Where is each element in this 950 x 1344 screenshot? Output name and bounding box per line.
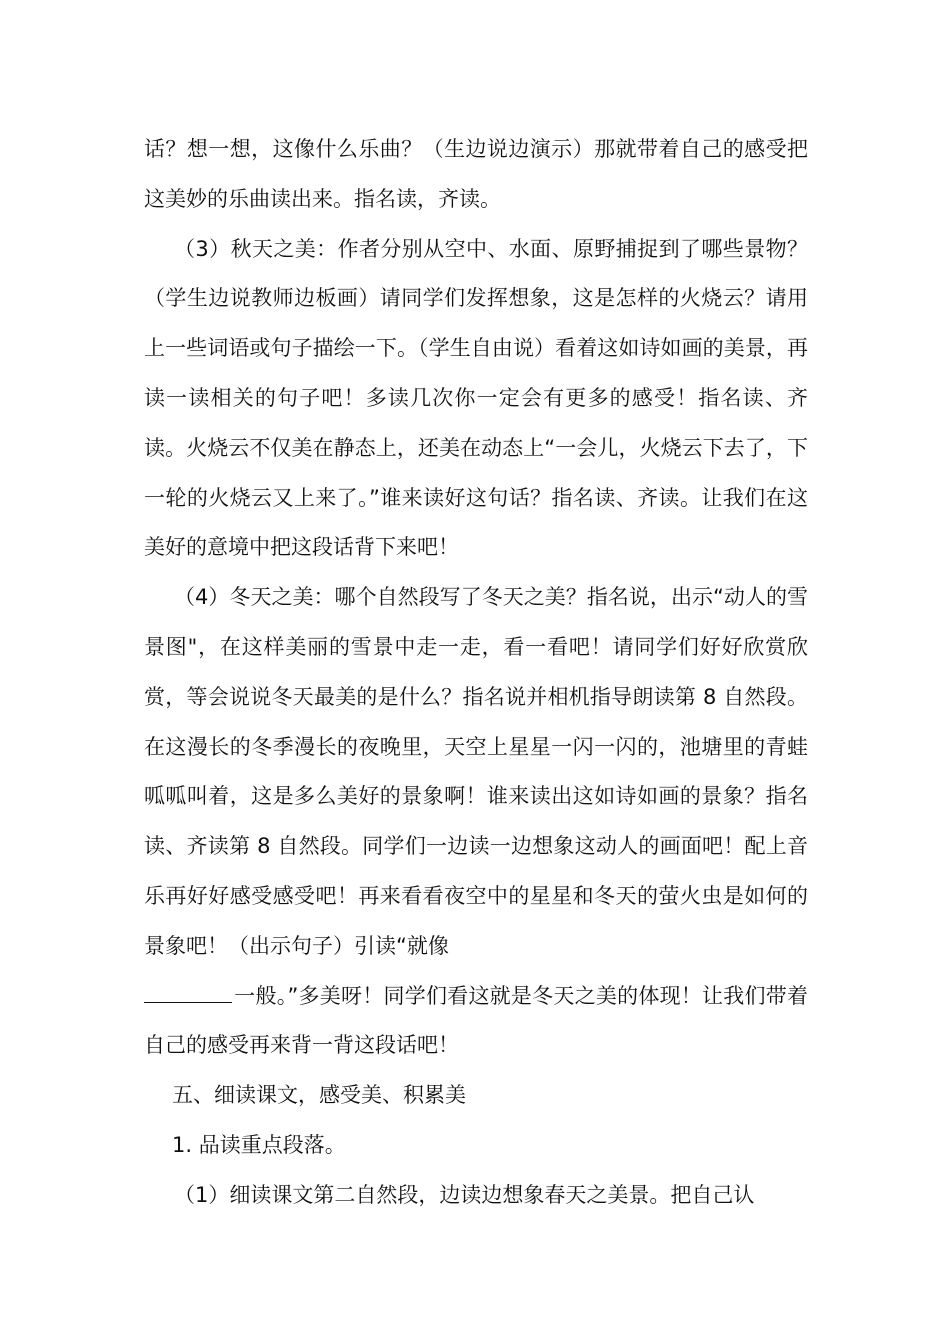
- section-heading-five: 五、细读课文，感受美、积累美: [172, 1083, 466, 1108]
- document-body: [144, 125, 808, 1221]
- paragraph-winter-beauty: [144, 573, 808, 1071]
- paragraph-autumn-beauty: （3）秋天之美：作者分别从空中、水面、原野捕捉到了哪些景物？（学生边说教师边板画）请同学们发挥想象，这是怎样的火烧云？请用上一些词语或句子描绘一下。（学生自由说）看着这如诗如画的美景，再读一读相关的句子吧！多读几次你一定会有更多的感受！指名读、齐读。火烧云不仅美在静态上，还美在动态上“一会儿，火烧云下去了，下一轮的火烧云又上来了。”谁来读好这句话？指名读、齐读。让我们在这美好的意境中把这段话背下来吧！: [144, 236, 808, 560]
- fill-in-blank-line: [144, 982, 232, 1003]
- list-item-1: 1. 品读重点段落。: [172, 1132, 346, 1157]
- list-item-1-1: （1）细读课文第二自然段，边读边想象春天之美景。把自己认: [174, 1182, 755, 1207]
- winter-text-after-blank: 一般。”多美呀！同学们看这就是冬天之美的体现！让我们带着自己的感受再来背一背这段话吧！: [144, 983, 808, 1058]
- winter-text-before-blank: （4）冬天之美：哪个自然段写了冬天之美？指名说，出示“动人的雪景图"，在这样美丽的雪景中走一走，看一看吧！请同学们好好欣赏欣赏，等会说说冬天最美的是什么？指名说并相机指导朗读第 8 自然段。在这漫长的冬季漫长的夜晚里，天空上星星一闪一闪的，池塘里的青蛙呱呱叫着，这是多么美好的景象啊！谁来读出这如诗如画的景象？指名读、齐读第 8 自然段。同学们一边读一边想象这动人的画面吧！配上音乐再好好感受感受吧！再来看看夜空中的星星和冬天的萤火虫是如何的景象吧！（出示句子）引读“就像: [144, 585, 808, 958]
- paragraph-continuation: 话？想一想，这像什么乐曲？（生边说边演示）那就带着自己的感受把这美妙的乐曲读出来。指名读，齐读。: [144, 137, 808, 211]
